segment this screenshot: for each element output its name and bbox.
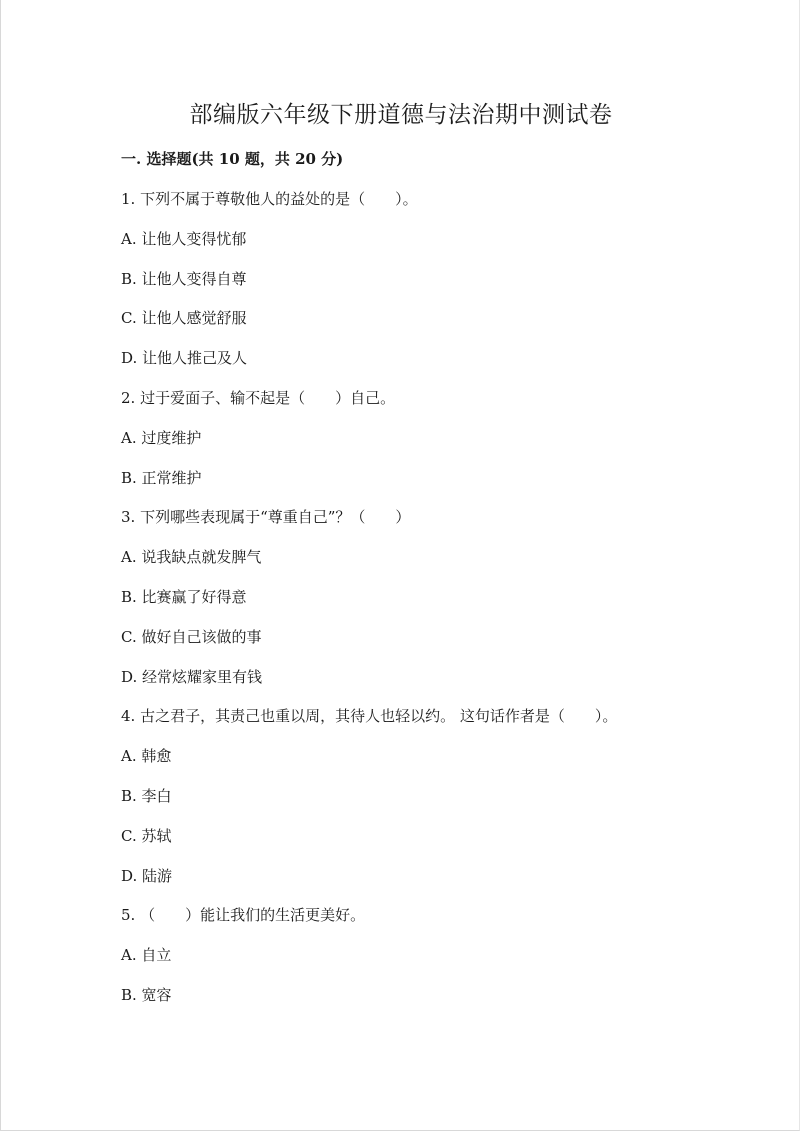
option-b: B. 让他人变得自尊 <box>121 269 247 288</box>
option-a: A. 说我缺点就发脾气 <box>121 548 262 567</box>
option-a: A. 自立 <box>121 946 172 965</box>
question-stem: 2. 过于爱面子、输不起是（ ）自己。 <box>121 388 396 407</box>
option-a: A. 韩愈 <box>121 747 172 766</box>
question-2 <box>121 387 761 506</box>
question-stem: 4. 古之君子，其责己也重以周，其待人也轻以约。 这句话作者是（ ）。 <box>121 707 618 726</box>
option-a: A. 过度维护 <box>121 428 202 447</box>
question-stem: 5. （ ）能让我们的生活更美好。 <box>121 906 366 925</box>
option-c: C. 让他人感觉舒服 <box>121 309 247 328</box>
option-d: D. 让他人推己及人 <box>121 349 248 368</box>
question-3 <box>121 506 761 705</box>
question-1 <box>121 188 761 387</box>
question-list <box>121 188 761 1024</box>
option-d: D. 陆游 <box>121 866 173 885</box>
option-d: D. 经常炫耀家里有钱 <box>121 667 263 686</box>
option-b: B. 比赛赢了好得意 <box>121 587 247 606</box>
section-heading: 一. 选择题(共 10 题，共 20 分) <box>121 150 344 168</box>
option-b: B. 李白 <box>121 786 172 805</box>
question-5 <box>121 904 761 1023</box>
option-b: B. 宽容 <box>121 985 172 1004</box>
question-4 <box>121 705 761 904</box>
page-title: 部编版六年级下册道德与法治期中测试卷 <box>189 102 613 128</box>
question-stem: 1. 下列不属于尊敬他人的益处的是（ ）。 <box>121 190 418 208</box>
option-c: C. 做好自己该做的事 <box>121 627 262 646</box>
option-b: B. 正常维护 <box>121 468 202 487</box>
question-stem: 3. 下列哪些表现属于“尊重自己”？（ ） <box>121 508 411 527</box>
option-a: A. 让他人变得忧郁 <box>121 229 247 248</box>
option-c: C. 苏轼 <box>121 826 172 845</box>
